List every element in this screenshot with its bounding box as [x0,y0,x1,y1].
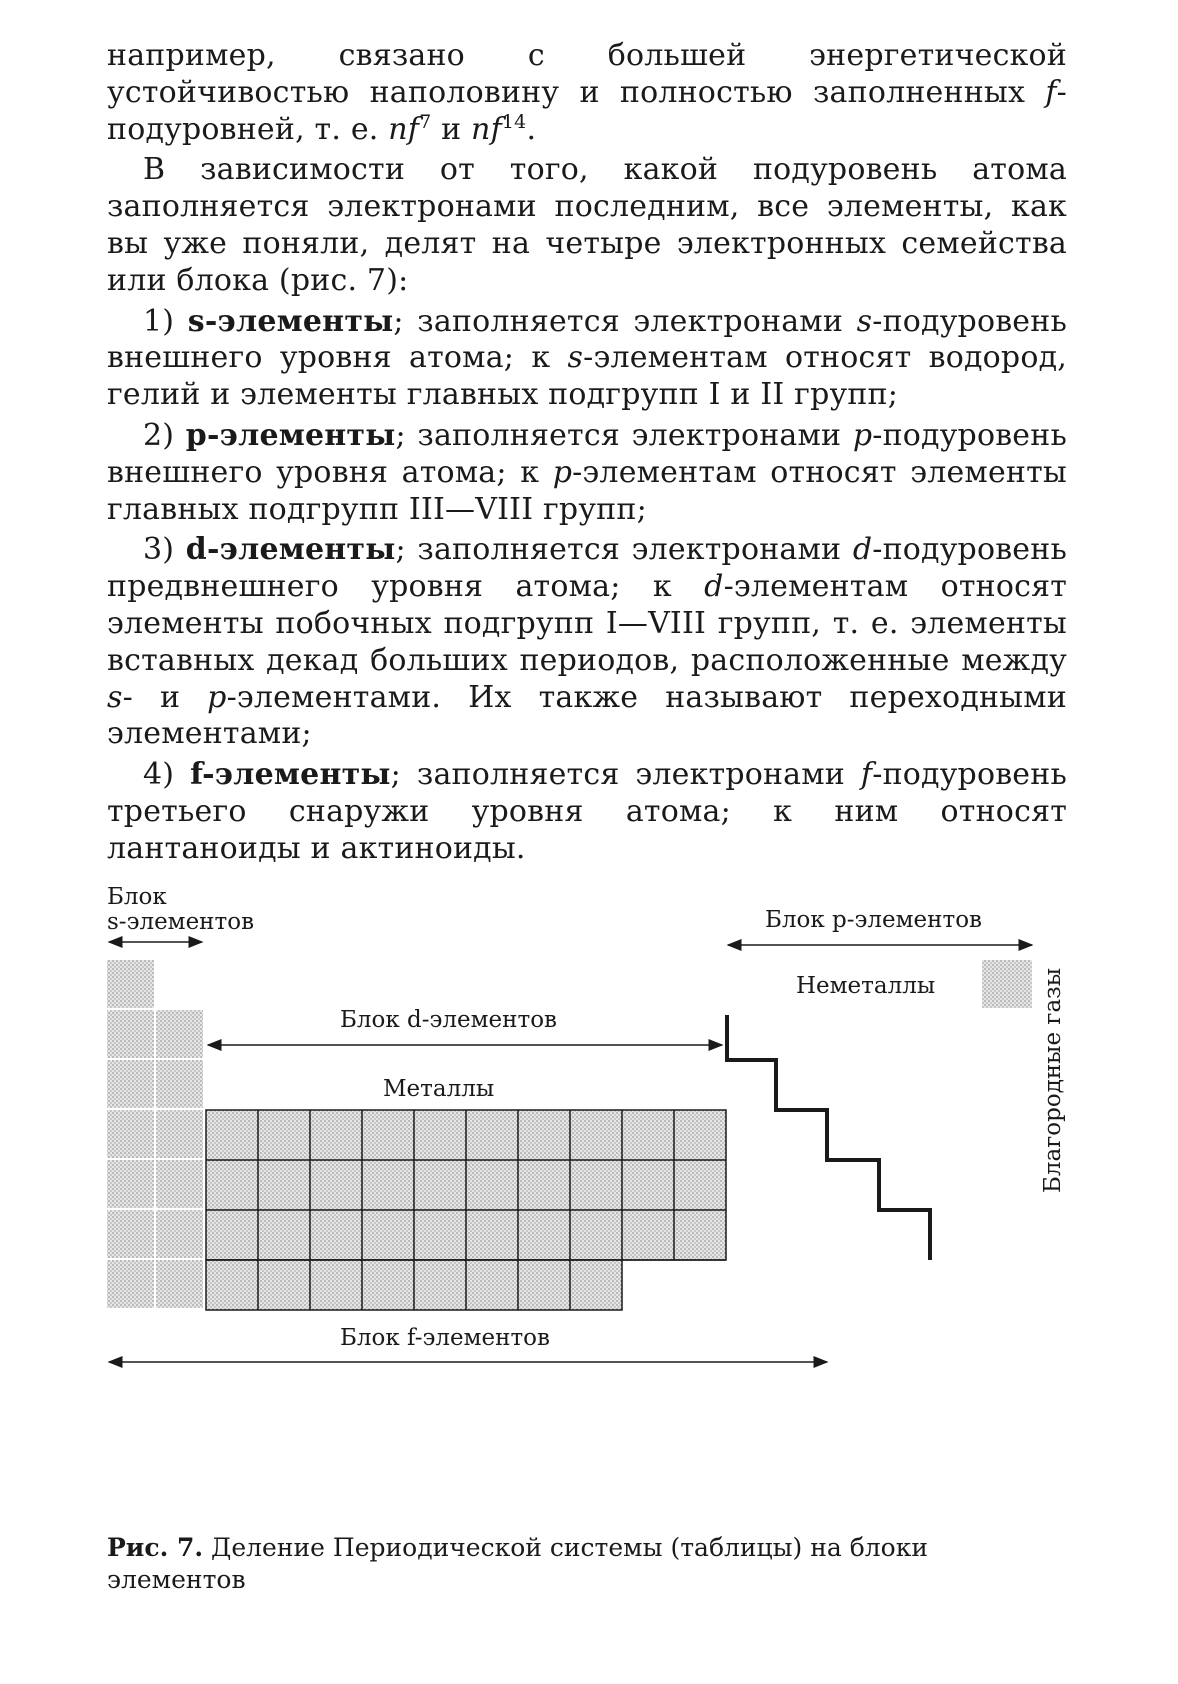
caption-number: Рис. 7. [107,1533,204,1562]
figure-caption [107,1532,1007,1596]
italic-letter: p [207,679,227,715]
item-number: 3) [143,532,186,568]
paragraph-intro: В зависимости от того, какой подуровень атома заполняется электронами последним, все элементы, как вы уже поняли, делят на четыре электронных семейства или блока (рис. 7): [107,152,1067,298]
item-text: -подуровень внешнего уровня атома; к [107,417,1067,490]
s-block-label-line1: Блок [107,884,167,910]
item-text: -элементам относят элементы побочных подгрупп I—VIII групп, т. е. элементы вставных декад больших периодов, расположенные между [107,569,1068,678]
item-text: -элементам относят элементы главных подгрупп III—VIII групп; [107,454,1067,527]
item-text: -подуровень внешнего уровня атома; к [107,303,1067,376]
item-term: s-элементы [187,303,394,339]
f-block-label: Блок f-элементов [340,1325,550,1351]
s-block-cells [107,960,203,1308]
italic-letter: f [860,757,873,793]
item-term: d-элементы [185,532,396,568]
formula-nf: nf [388,111,420,147]
italic-letter: s [107,679,123,715]
item-text: ; заполняется электронами [393,303,857,339]
d-block-label: Блок d-элементов [340,1007,557,1033]
s-block-label-line2: s-элементов [107,909,255,935]
item-term: f-элементы [190,757,391,793]
caption-text: Деление Периодической системы (таблицы) на блоки элементов [107,1533,928,1594]
italic-letter: d [704,569,724,605]
superscript: 7 [419,110,432,133]
italic-letter: f [1045,74,1057,110]
paragraph-text: -подуровней, т. е. [107,74,1067,147]
item-number: 1) [143,303,188,339]
formula-nf: nf [471,111,502,147]
metals-label: Металлы [383,1076,495,1102]
item-text: ; заполняется электронами [395,532,853,568]
paragraph-text: и [431,111,472,147]
item-text: ; заполняется электронами [390,757,861,793]
paragraph-text: . [526,111,537,147]
italic-letter: s [856,303,873,339]
italic-letter: s [567,340,584,376]
italic-letter: d [852,532,873,568]
item-number: 2) [143,417,186,453]
d-block-grid [206,1110,726,1310]
item-number: 4) [143,757,191,793]
superscript: 14 [501,110,527,133]
italic-letter: p [852,417,873,453]
item-text: -подуровень предвнешнего уровня атома; к [107,532,1067,605]
item-text: -элементами. Их также называют переходными элементами; [107,679,1067,752]
noble-gases-label: Благородные газы [1040,967,1066,1193]
item-term: p-элементы [185,417,396,453]
item-text: -элементам относят водород, гелий и элементы главных подгрупп I и II групп; [107,340,1067,413]
noble-gas-cell [982,960,1032,1008]
p-block-label: Блок p-элементов [765,907,982,933]
nonmetals-label: Неметаллы [796,973,936,999]
paragraph-text: например, связано с большей энергетической устойчивостью наполовину и полностью заполненных [107,38,1067,110]
item-text: -подуровень третьего снаружи уровня атома; к ним относят лантаноиды и актиноиды. [107,757,1067,866]
italic-letter: p [552,454,573,490]
metal-nonmetal-boundary [727,1015,930,1260]
item-text: ; заполняется электронами [395,417,853,453]
item-text: - и [122,679,208,715]
